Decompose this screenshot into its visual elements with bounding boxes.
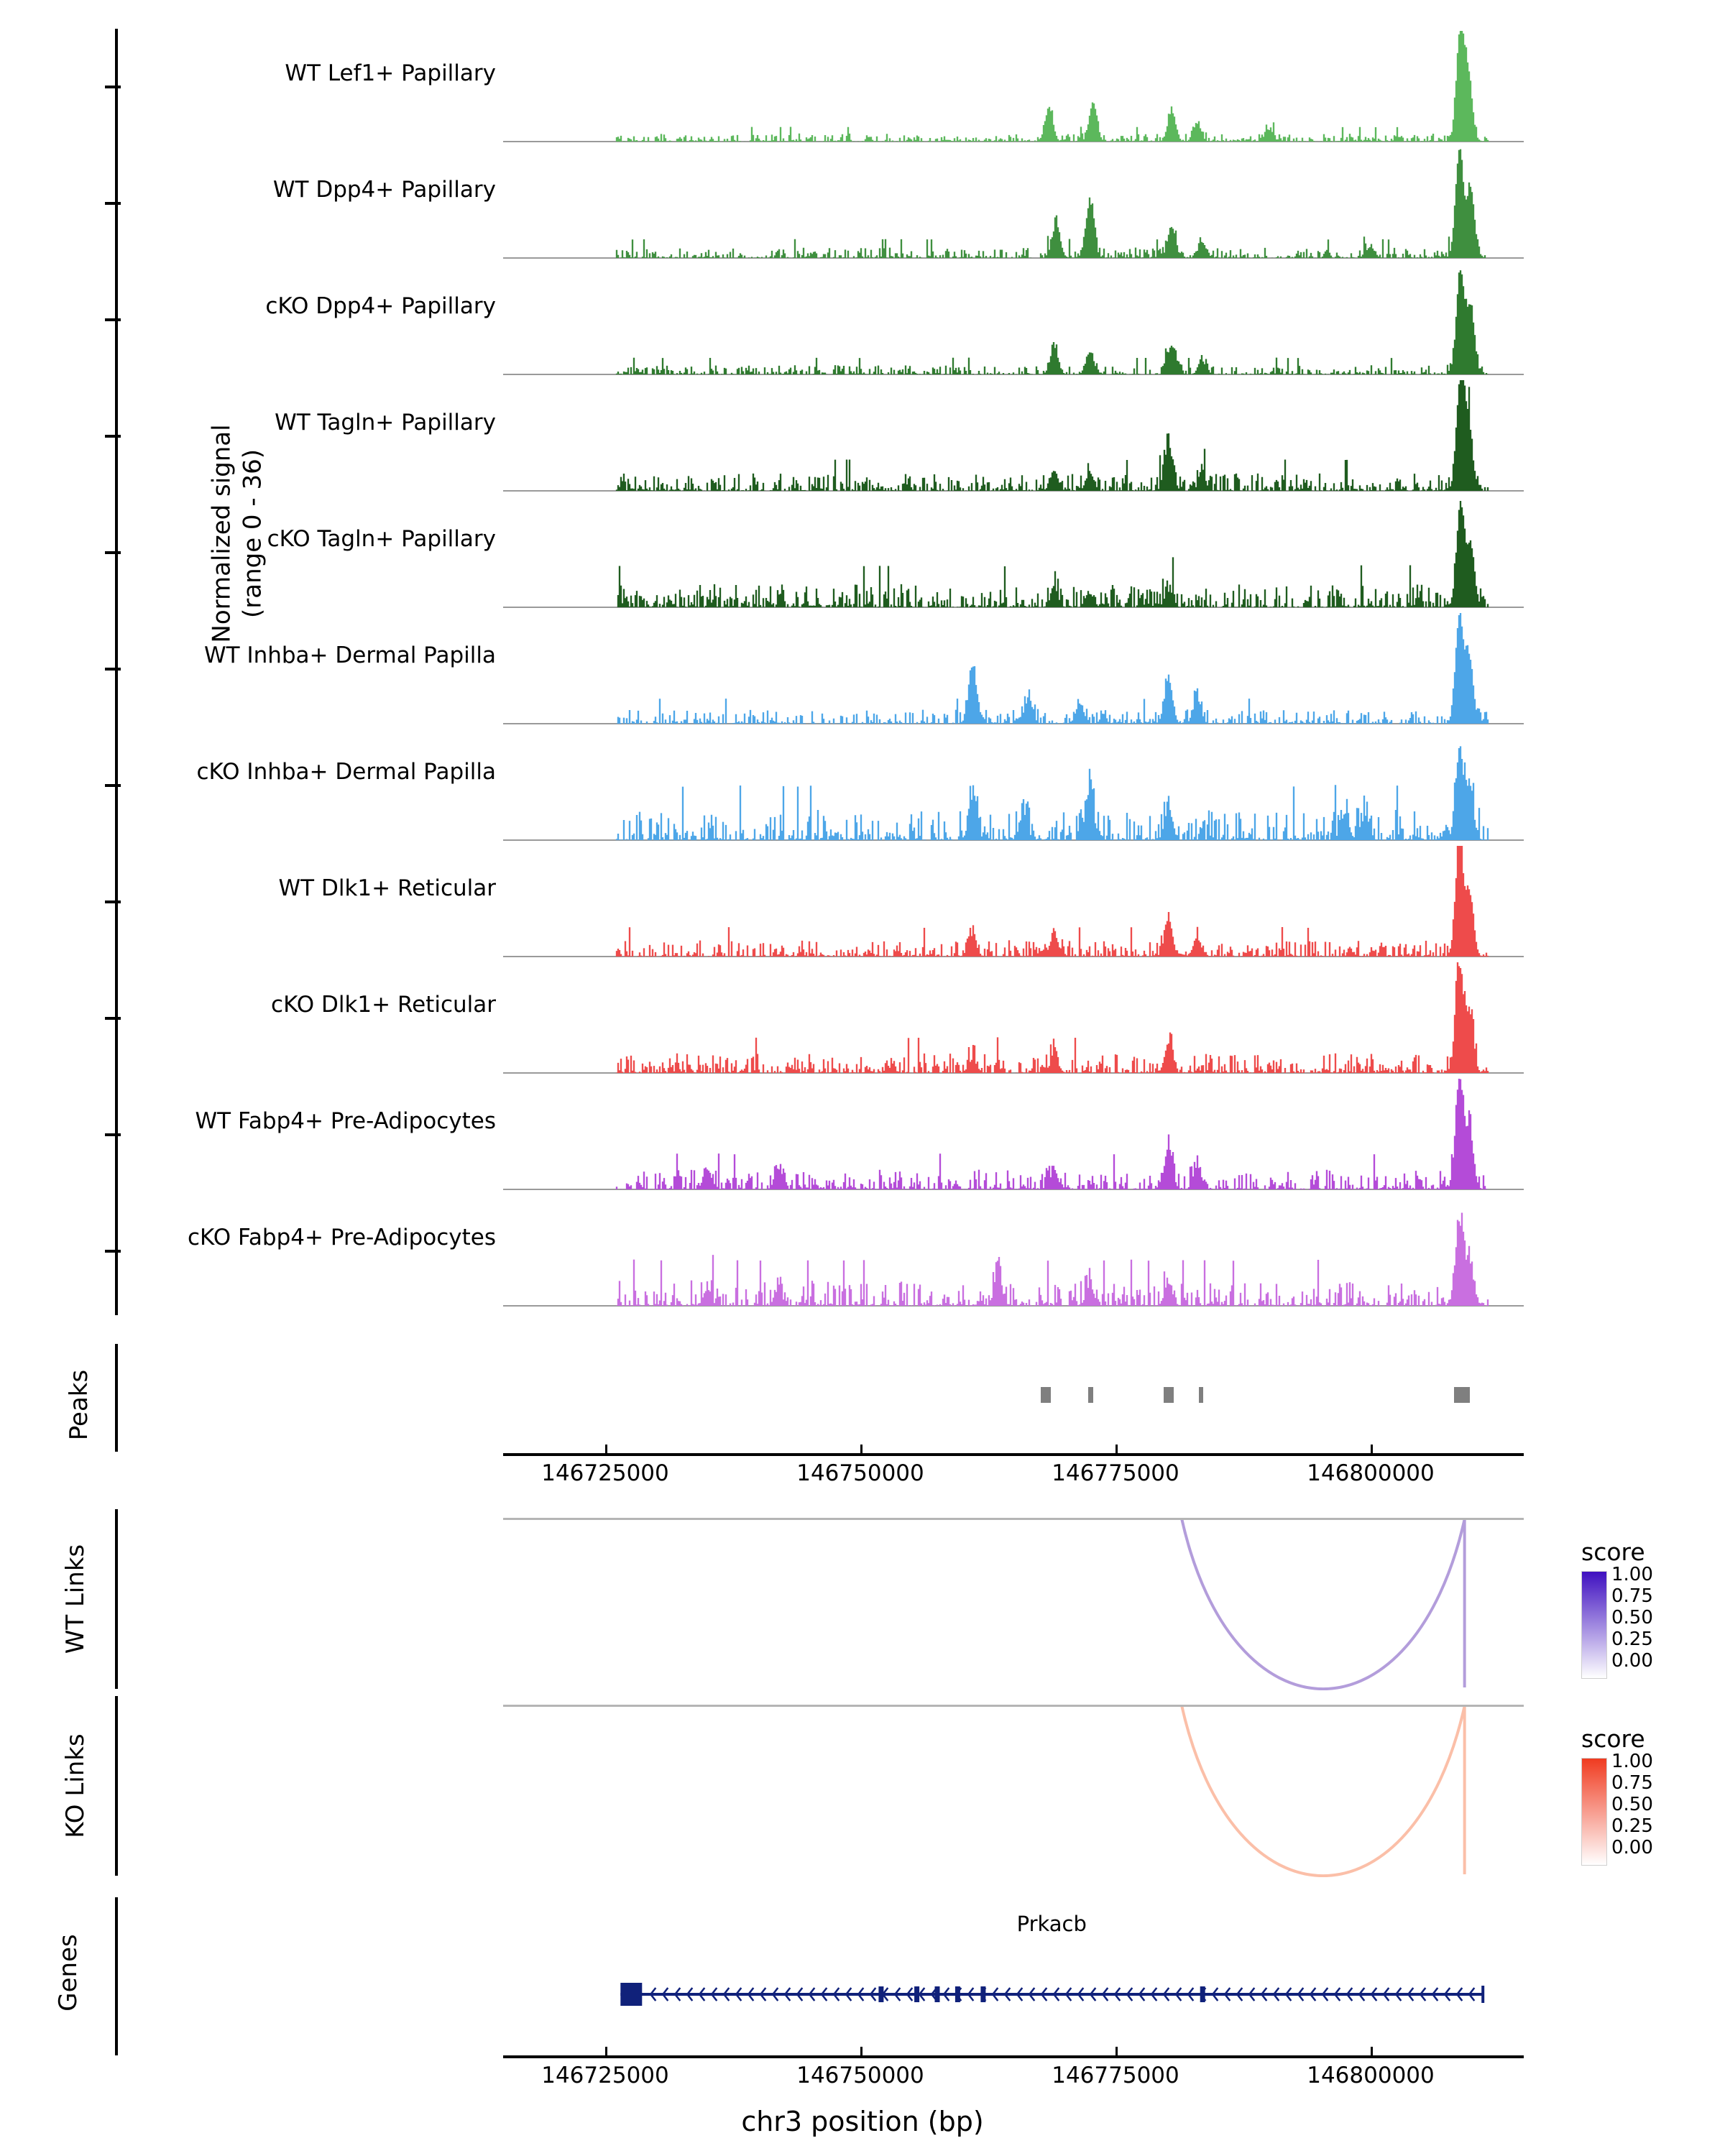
wt-links-arcs — [503, 1518, 1524, 1690]
link-arc — [1182, 1706, 1464, 1876]
y-axis-label-line1: Normalized signal — [207, 424, 236, 643]
coverage-track — [267, 494, 1524, 608]
wt-links-legend — [1581, 1538, 1653, 1672]
x-axis-tick-label: 146775000 — [1052, 1460, 1179, 1486]
coverage-axis-tick — [105, 668, 121, 671]
coverage-track — [196, 727, 1524, 841]
wt-legend-tick-0: 1.00 — [1611, 1564, 1653, 1585]
wt-legend-ticks — [1611, 1564, 1653, 1672]
peak-marker — [1164, 1387, 1174, 1403]
ko-links-legend — [1581, 1725, 1653, 1858]
coverage-signal — [503, 145, 1524, 259]
coverage-track-label: WT Lef1+ Papillary — [285, 60, 496, 86]
coverage-signal — [503, 378, 1524, 492]
coverage-track — [188, 1193, 1524, 1307]
peaks-track — [503, 1387, 1524, 1409]
coverage-signal — [503, 262, 1524, 375]
ko-legend-tick-1: 0.75 — [1611, 1772, 1653, 1794]
wt-legend-tick-2: 0.50 — [1611, 1607, 1653, 1628]
coverage-axis-tick — [105, 318, 121, 321]
coverage-track — [195, 1077, 1524, 1190]
y-axis-label-line2: (range 0 - 36) — [238, 449, 267, 618]
coverage-track-label: WT Inhba+ Dermal Papilla — [204, 642, 496, 668]
coverage-track — [278, 844, 1524, 957]
peak-marker — [1088, 1387, 1093, 1403]
coverage-track — [272, 145, 1524, 259]
ko-links-panel — [503, 1705, 1524, 1877]
genes-spine — [115, 1897, 118, 2055]
x-axis-tick — [1371, 2047, 1373, 2055]
coverage-track — [271, 960, 1524, 1074]
coverage-track-label: cKO Dpp4+ Papillary — [265, 293, 496, 319]
peaks-x-axis-line — [503, 1453, 1524, 1456]
wt-legend-tick-1: 0.75 — [1611, 1585, 1653, 1607]
coverage-signal — [503, 1193, 1524, 1307]
wt-legend-tick-4: 0.00 — [1611, 1650, 1653, 1672]
coverage-track-label: WT Dlk1+ Reticular — [278, 875, 496, 901]
x-axis-tick-label: 146725000 — [541, 1460, 669, 1486]
coverage-signal — [503, 29, 1524, 142]
coverage-axis-tick — [105, 900, 121, 903]
genes-section-label: Genes — [54, 1934, 83, 2012]
gene-label-prkacb: Prkacb — [1016, 1912, 1087, 1936]
x-axis-tick — [860, 2047, 862, 2055]
coverage-track-label: cKO Fabp4+ Pre-Adipocytes — [188, 1225, 496, 1250]
ko-legend-tick-0: 1.00 — [1611, 1751, 1653, 1772]
x-axis-tick — [605, 2047, 607, 2055]
x-axis-tick — [1116, 2047, 1118, 2055]
wt-legend-gradient — [1581, 1571, 1607, 1679]
coverage-signal — [503, 844, 1524, 957]
wt-legend-tick-3: 0.25 — [1611, 1628, 1653, 1650]
link-arc — [1182, 1519, 1464, 1689]
x-axis-tick-label: 146725000 — [541, 2063, 669, 2088]
x-axis-tick-label: 146800000 — [1307, 1460, 1435, 1486]
coverage-track-label: cKO Inhba+ Dermal Papilla — [196, 759, 496, 785]
ko-links-arcs — [503, 1705, 1524, 1877]
wt-links-section-label: WT Links — [61, 1544, 90, 1654]
coverage-axis-tick — [105, 1250, 121, 1253]
peak-marker — [1454, 1387, 1470, 1403]
ko-links-section-label: KO Links — [61, 1733, 90, 1838]
peaks-section-label: Peaks — [65, 1369, 93, 1441]
gene-model — [503, 1940, 1524, 2048]
coverage-track — [285, 29, 1524, 142]
wt-links-spine — [115, 1509, 118, 1689]
wt-links-panel — [503, 1518, 1524, 1690]
ko-legend-tick-3: 0.25 — [1611, 1815, 1653, 1837]
x-axis-tick-label: 146775000 — [1052, 2063, 1179, 2088]
coverage-axis-tick — [105, 435, 121, 438]
x-axis-tick-label: 146750000 — [796, 1460, 924, 1486]
genes-track — [503, 1897, 1524, 2055]
coverage-track-label: WT Fabp4+ Pre-Adipocytes — [195, 1108, 496, 1134]
x-axis-tick-label: 146800000 — [1307, 2063, 1435, 2088]
coverage-track-label: WT Dpp4+ Papillary — [272, 177, 496, 203]
x-axis-tick — [605, 1445, 607, 1453]
x-axis-tick — [860, 1445, 862, 1453]
ko-legend-tick-4: 0.00 — [1611, 1837, 1653, 1858]
wt-links-baseline — [503, 1518, 1524, 1520]
coverage-axis-tick — [105, 784, 121, 787]
coverage-axis-tick — [105, 202, 121, 205]
coverage-signal — [503, 1077, 1524, 1190]
coverage-axis-tick — [105, 551, 121, 554]
coverage-signal — [503, 494, 1524, 608]
ko-legend-tick-2: 0.50 — [1611, 1794, 1653, 1815]
coverage-track-label: WT Tagln+ Papillary — [275, 410, 496, 436]
ko-legend-ticks — [1611, 1751, 1653, 1858]
ko-links-spine — [115, 1696, 118, 1876]
coverage-signal — [503, 960, 1524, 1074]
ko-links-baseline — [503, 1705, 1524, 1707]
peak-marker — [1041, 1387, 1051, 1403]
coverage-signal — [503, 611, 1524, 724]
coverage-axis-tick — [105, 1133, 121, 1136]
coverage-signal — [503, 727, 1524, 841]
coverage-track — [204, 611, 1524, 724]
x-axis-tick — [1371, 1445, 1373, 1453]
genes-x-axis-line — [503, 2055, 1524, 2058]
coverage-track — [265, 262, 1524, 375]
peak-marker — [1199, 1387, 1203, 1403]
x-axis-tick-label: 146750000 — [796, 2063, 924, 2088]
coverage-track-label: cKO Tagln+ Papillary — [267, 526, 496, 552]
coverage-axis-tick — [105, 86, 121, 88]
x-axis-title: chr3 position (bp) — [741, 2106, 984, 2137]
coverage-axis-tick — [105, 1017, 121, 1020]
ko-legend-title: score — [1581, 1725, 1645, 1753]
wt-legend-title: score — [1581, 1538, 1645, 1566]
x-axis-tick — [1116, 1445, 1118, 1453]
peaks-axis-spine — [115, 1344, 118, 1452]
ko-legend-gradient — [1581, 1758, 1607, 1866]
coverage-track-label: cKO Dlk1+ Reticular — [271, 992, 496, 1018]
coverage-track — [275, 378, 1524, 492]
